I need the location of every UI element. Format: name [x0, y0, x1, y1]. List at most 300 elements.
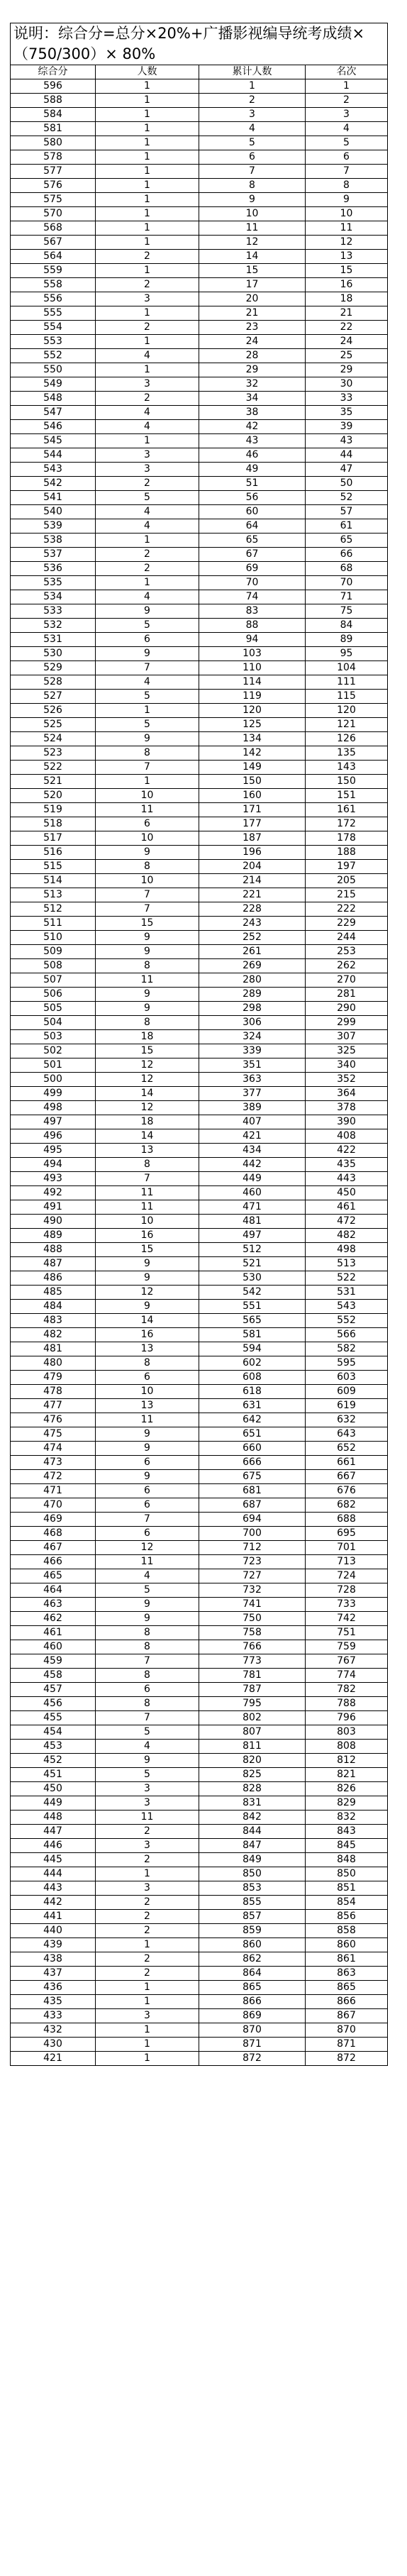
cell-rank: 858 [306, 1924, 388, 1938]
cell-score: 500 [11, 1073, 96, 1087]
cell-cumulative: 712 [199, 1541, 306, 1555]
table-row [11, 1952, 388, 1967]
cell-rank: 364 [306, 1087, 388, 1101]
table-row [11, 959, 388, 973]
cell-rank: 307 [306, 1030, 388, 1044]
cell-count: 5 [96, 718, 199, 732]
table-row [11, 1456, 388, 1470]
cell-score: 525 [11, 718, 96, 732]
table-row [11, 1172, 388, 1186]
cell-count: 3 [96, 1839, 199, 1853]
cell-cumulative: 56 [199, 491, 306, 505]
cell-score: 481 [11, 1342, 96, 1356]
cell-count: 1 [96, 534, 199, 548]
cell-rank: 829 [306, 1796, 388, 1811]
cell-count: 1 [96, 122, 199, 136]
cell-cumulative: 1 [199, 79, 306, 94]
cell-cumulative: 187 [199, 831, 306, 846]
cell-count: 2 [96, 477, 199, 491]
cell-cumulative: 6 [199, 150, 306, 165]
cell-cumulative: 204 [199, 860, 306, 874]
table-row [11, 165, 388, 179]
cell-rank: 44 [306, 448, 388, 463]
cell-count: 3 [96, 463, 199, 477]
cell-rank: 30 [306, 377, 388, 392]
cell-score: 491 [11, 1200, 96, 1215]
cell-score: 432 [11, 2023, 96, 2038]
cell-count: 11 [96, 1555, 199, 1569]
cell-cumulative: 21 [199, 306, 306, 321]
cell-cumulative: 766 [199, 1640, 306, 1654]
cell-cumulative: 43 [199, 434, 306, 448]
cell-count: 2 [96, 1825, 199, 1839]
cell-rank: 733 [306, 1598, 388, 1612]
cell-score: 540 [11, 505, 96, 519]
cell-score: 550 [11, 363, 96, 377]
cell-cumulative: 565 [199, 1314, 306, 1328]
cell-count: 12 [96, 1073, 199, 1087]
table-row [11, 1356, 388, 1371]
cell-score: 497 [11, 1115, 96, 1129]
cell-cumulative: 666 [199, 1456, 306, 1470]
cell-rank: 863 [306, 1967, 388, 1981]
cell-count: 6 [96, 1527, 199, 1541]
cell-count: 6 [96, 1683, 199, 1697]
cell-rank: 759 [306, 1640, 388, 1654]
cell-score: 555 [11, 306, 96, 321]
cell-count: 1 [96, 1981, 199, 1995]
cell-cumulative: 49 [199, 463, 306, 477]
cell-count: 11 [96, 803, 199, 817]
cell-rank: 16 [306, 278, 388, 292]
cell-cumulative: 860 [199, 1938, 306, 1952]
cell-rank: 667 [306, 1470, 388, 1484]
cell-score: 464 [11, 1583, 96, 1598]
cell-cumulative: 17 [199, 278, 306, 292]
cell-count: 13 [96, 1144, 199, 1158]
cell-cumulative: 221 [199, 888, 306, 902]
cell-cumulative: 160 [199, 789, 306, 803]
cell-rank: 281 [306, 988, 388, 1002]
table-row [11, 874, 388, 888]
table-row [11, 292, 388, 306]
table-row [11, 1300, 388, 1314]
table-row [11, 1881, 388, 1896]
table-row [11, 477, 388, 491]
cell-rank: 205 [306, 874, 388, 888]
cell-score: 488 [11, 1243, 96, 1257]
cell-rank: 865 [306, 1981, 388, 1995]
cell-cumulative: 530 [199, 1271, 306, 1286]
cell-score: 433 [11, 2009, 96, 2023]
cell-rank: 860 [306, 1938, 388, 1952]
cell-rank: 695 [306, 1527, 388, 1541]
cell-count: 1 [96, 165, 199, 179]
cell-cumulative: 449 [199, 1172, 306, 1186]
cell-count: 1 [96, 221, 199, 236]
cell-rank: 595 [306, 1356, 388, 1371]
cell-count: 8 [96, 1016, 199, 1030]
cell-rank: 461 [306, 1200, 388, 1215]
cell-count: 6 [96, 1371, 199, 1385]
table-row [11, 1853, 388, 1867]
cell-score: 580 [11, 136, 96, 150]
table-row [11, 1796, 388, 1811]
cell-rank: 22 [306, 321, 388, 335]
cell-rank: 178 [306, 831, 388, 846]
cell-cumulative: 865 [199, 1981, 306, 1995]
table-row [11, 718, 388, 732]
table-row [11, 250, 388, 264]
cell-count: 3 [96, 2009, 199, 2023]
cell-rank: 676 [306, 1484, 388, 1498]
cell-score: 520 [11, 789, 96, 803]
cell-rank: 13 [306, 250, 388, 264]
cell-count: 1 [96, 775, 199, 789]
table-row [11, 491, 388, 505]
cell-rank: 872 [306, 2052, 388, 2066]
cell-rank: 661 [306, 1456, 388, 1470]
table-row [11, 619, 388, 633]
cell-rank: 222 [306, 902, 388, 917]
cell-cumulative: 407 [199, 1115, 306, 1129]
cell-score: 479 [11, 1371, 96, 1385]
cell-score: 498 [11, 1101, 96, 1115]
cell-count: 13 [96, 1399, 199, 1413]
cell-count: 7 [96, 902, 199, 917]
cell-count: 1 [96, 2052, 199, 2066]
cell-score: 477 [11, 1399, 96, 1413]
cell-count: 7 [96, 661, 199, 675]
cell-rank: 57 [306, 505, 388, 519]
table-row [11, 1243, 388, 1257]
cell-cumulative: 825 [199, 1768, 306, 1782]
cell-rank: 89 [306, 633, 388, 647]
cell-count: 1 [96, 2023, 199, 2038]
table-row [11, 377, 388, 392]
cell-cumulative: 481 [199, 1215, 306, 1229]
cell-score: 469 [11, 1513, 96, 1527]
cell-cumulative: 3 [199, 108, 306, 122]
cell-score: 568 [11, 221, 96, 236]
cell-cumulative: 64 [199, 519, 306, 534]
cell-score: 454 [11, 1725, 96, 1740]
cell-count: 9 [96, 988, 199, 1002]
table-row [11, 633, 388, 647]
cell-rank: 861 [306, 1952, 388, 1967]
cell-rank: 197 [306, 860, 388, 874]
cell-count: 9 [96, 1300, 199, 1314]
cell-cumulative: 807 [199, 1725, 306, 1740]
cell-rank: 1 [306, 79, 388, 94]
cell-count: 5 [96, 690, 199, 704]
table-row [11, 1981, 388, 1995]
cell-score: 537 [11, 548, 96, 562]
table-row [11, 1896, 388, 1910]
cell-rank: 135 [306, 746, 388, 761]
cell-rank: 774 [306, 1669, 388, 1683]
cell-cumulative: 339 [199, 1044, 306, 1058]
cell-count: 1 [96, 335, 199, 349]
cell-score: 544 [11, 448, 96, 463]
cell-cumulative: 46 [199, 448, 306, 463]
cell-score: 458 [11, 1669, 96, 1683]
cell-score: 435 [11, 1995, 96, 2009]
cell-cumulative: 551 [199, 1300, 306, 1314]
table-row [11, 463, 388, 477]
cell-rank: 270 [306, 973, 388, 988]
cell-cumulative: 32 [199, 377, 306, 392]
cell-cumulative: 594 [199, 1342, 306, 1356]
cell-rank: 244 [306, 931, 388, 945]
cell-cumulative: 870 [199, 2023, 306, 2038]
cell-count: 9 [96, 931, 199, 945]
table-row [11, 1314, 388, 1328]
cell-cumulative: 497 [199, 1229, 306, 1243]
cell-rank: 104 [306, 661, 388, 675]
cell-count: 2 [96, 392, 199, 406]
cell-rank: 33 [306, 392, 388, 406]
cell-count: 14 [96, 1129, 199, 1144]
cell-score: 517 [11, 831, 96, 846]
cell-rank: 340 [306, 1058, 388, 1073]
cell-score: 546 [11, 420, 96, 434]
cell-cumulative: 9 [199, 193, 306, 207]
cell-count: 1 [96, 434, 199, 448]
table-row [11, 1967, 388, 1981]
table-row [11, 548, 388, 562]
table-row [11, 1669, 388, 1683]
table-row [11, 1995, 388, 2009]
cell-cumulative: 5 [199, 136, 306, 150]
cell-score: 542 [11, 477, 96, 491]
cell-count: 2 [96, 548, 199, 562]
table-row [11, 2009, 388, 2023]
cell-count: 10 [96, 1215, 199, 1229]
cell-score: 447 [11, 1825, 96, 1839]
cell-cumulative: 521 [199, 1257, 306, 1271]
cell-count: 8 [96, 860, 199, 874]
cell-cumulative: 83 [199, 604, 306, 619]
cell-cumulative: 460 [199, 1186, 306, 1200]
cell-cumulative: 723 [199, 1555, 306, 1569]
table-row [11, 973, 388, 988]
cell-rank: 867 [306, 2009, 388, 2023]
cell-count: 1 [96, 363, 199, 377]
header-cumulative: 累计人数 [199, 65, 306, 79]
cell-score: 482 [11, 1328, 96, 1342]
cell-score: 430 [11, 2038, 96, 2052]
cell-score: 455 [11, 1711, 96, 1725]
cell-score: 567 [11, 236, 96, 250]
cell-count: 11 [96, 1413, 199, 1427]
cell-count: 4 [96, 519, 199, 534]
cell-score: 494 [11, 1158, 96, 1172]
cell-cumulative: 781 [199, 1669, 306, 1683]
cell-rank: 9 [306, 193, 388, 207]
cell-score: 549 [11, 377, 96, 392]
cell-count: 9 [96, 1002, 199, 1016]
cell-cumulative: 20 [199, 292, 306, 306]
cell-cumulative: 177 [199, 817, 306, 831]
cell-cumulative: 727 [199, 1569, 306, 1583]
cell-rank: 482 [306, 1229, 388, 1243]
cell-count: 2 [96, 321, 199, 335]
cell-count: 2 [96, 278, 199, 292]
cell-count: 2 [96, 250, 199, 264]
cell-rank: 68 [306, 562, 388, 576]
cell-cumulative: 196 [199, 846, 306, 860]
cell-rank: 808 [306, 1740, 388, 1754]
cell-score: 480 [11, 1356, 96, 1371]
cell-count: 9 [96, 1612, 199, 1626]
cell-rank: 856 [306, 1910, 388, 1924]
cell-rank: 843 [306, 1825, 388, 1839]
cell-rank: 10 [306, 207, 388, 221]
cell-rank: 652 [306, 1442, 388, 1456]
table-row [11, 420, 388, 434]
table-row [11, 789, 388, 803]
cell-rank: 767 [306, 1654, 388, 1669]
table-row [11, 590, 388, 604]
cell-count: 1 [96, 2038, 199, 2052]
table-row [11, 1342, 388, 1356]
cell-count: 3 [96, 1782, 199, 1796]
cell-rank: 161 [306, 803, 388, 817]
table-row [11, 1683, 388, 1697]
cell-cumulative: 512 [199, 1243, 306, 1257]
cell-rank: 713 [306, 1555, 388, 1569]
cell-score: 529 [11, 661, 96, 675]
cell-score: 521 [11, 775, 96, 789]
cell-score: 547 [11, 406, 96, 420]
cell-rank: 8 [306, 179, 388, 193]
cell-count: 2 [96, 1910, 199, 1924]
cell-score: 445 [11, 1853, 96, 1867]
cell-score: 457 [11, 1683, 96, 1697]
cell-cumulative: 675 [199, 1470, 306, 1484]
cell-count: 4 [96, 420, 199, 434]
cell-rank: 378 [306, 1101, 388, 1115]
cell-cumulative: 434 [199, 1144, 306, 1158]
cell-count: 1 [96, 264, 199, 278]
cell-rank: 43 [306, 434, 388, 448]
table-row [11, 846, 388, 860]
cell-score: 485 [11, 1286, 96, 1300]
table-body [11, 79, 388, 2066]
cell-rank: 115 [306, 690, 388, 704]
cell-score: 516 [11, 846, 96, 860]
cell-rank: 812 [306, 1754, 388, 1768]
cell-rank: 121 [306, 718, 388, 732]
cell-count: 1 [96, 136, 199, 150]
cell-score: 523 [11, 746, 96, 761]
cell-count: 8 [96, 1158, 199, 1172]
cell-rank: 12 [306, 236, 388, 250]
cell-rank: 253 [306, 945, 388, 959]
cell-cumulative: 51 [199, 477, 306, 491]
cell-cumulative: 14 [199, 250, 306, 264]
cell-cumulative: 542 [199, 1286, 306, 1300]
cell-count: 12 [96, 1101, 199, 1115]
cell-rank: 513 [306, 1257, 388, 1271]
cell-cumulative: 847 [199, 1839, 306, 1853]
cell-cumulative: 12 [199, 236, 306, 250]
cell-count: 11 [96, 1186, 199, 1200]
cell-score: 474 [11, 1442, 96, 1456]
table-row [11, 1910, 388, 1924]
cell-score: 503 [11, 1030, 96, 1044]
cell-count: 1 [96, 94, 199, 108]
cell-rank: 803 [306, 1725, 388, 1740]
cell-rank: 262 [306, 959, 388, 973]
cell-score: 489 [11, 1229, 96, 1243]
cell-score: 492 [11, 1186, 96, 1200]
table-row [11, 690, 388, 704]
cell-count: 6 [96, 817, 199, 831]
cell-cumulative: 660 [199, 1442, 306, 1456]
cell-cumulative: 651 [199, 1427, 306, 1442]
table-row [11, 1555, 388, 1569]
cell-rank: 531 [306, 1286, 388, 1300]
cell-count: 8 [96, 1356, 199, 1371]
cell-rank: 126 [306, 732, 388, 746]
header-row [11, 65, 388, 79]
table-row [11, 1924, 388, 1938]
cell-count: 2 [96, 1924, 199, 1938]
cell-score: 535 [11, 576, 96, 590]
cell-score: 534 [11, 590, 96, 604]
cell-count: 6 [96, 1456, 199, 1470]
cell-score: 556 [11, 292, 96, 306]
cell-cumulative: 732 [199, 1583, 306, 1598]
cell-score: 577 [11, 165, 96, 179]
cell-cumulative: 69 [199, 562, 306, 576]
cell-rank: 408 [306, 1129, 388, 1144]
cell-cumulative: 125 [199, 718, 306, 732]
table-row [11, 661, 388, 675]
cell-cumulative: 831 [199, 1796, 306, 1811]
cell-count: 8 [96, 1626, 199, 1640]
cell-rank: 151 [306, 789, 388, 803]
cell-rank: 422 [306, 1144, 388, 1158]
cell-score: 506 [11, 988, 96, 1002]
cell-count: 1 [96, 236, 199, 250]
cell-cumulative: 65 [199, 534, 306, 548]
cell-cumulative: 351 [199, 1058, 306, 1073]
cell-score: 512 [11, 902, 96, 917]
cell-rank: 832 [306, 1811, 388, 1825]
cell-cumulative: 149 [199, 761, 306, 775]
cell-count: 12 [96, 1286, 199, 1300]
cell-cumulative: 700 [199, 1527, 306, 1541]
cell-score: 509 [11, 945, 96, 959]
cell-rank: 5 [306, 136, 388, 150]
cell-cumulative: 421 [199, 1129, 306, 1144]
cell-score: 451 [11, 1768, 96, 1782]
cell-score: 515 [11, 860, 96, 874]
cell-score: 486 [11, 1271, 96, 1286]
cell-score: 531 [11, 633, 96, 647]
table-row [11, 1839, 388, 1853]
cell-score: 449 [11, 1796, 96, 1811]
table-row [11, 1129, 388, 1144]
table-row [11, 2052, 388, 2066]
cell-rank: 35 [306, 406, 388, 420]
cell-count: 3 [96, 1796, 199, 1811]
cell-cumulative: 110 [199, 661, 306, 675]
cell-count: 9 [96, 846, 199, 860]
